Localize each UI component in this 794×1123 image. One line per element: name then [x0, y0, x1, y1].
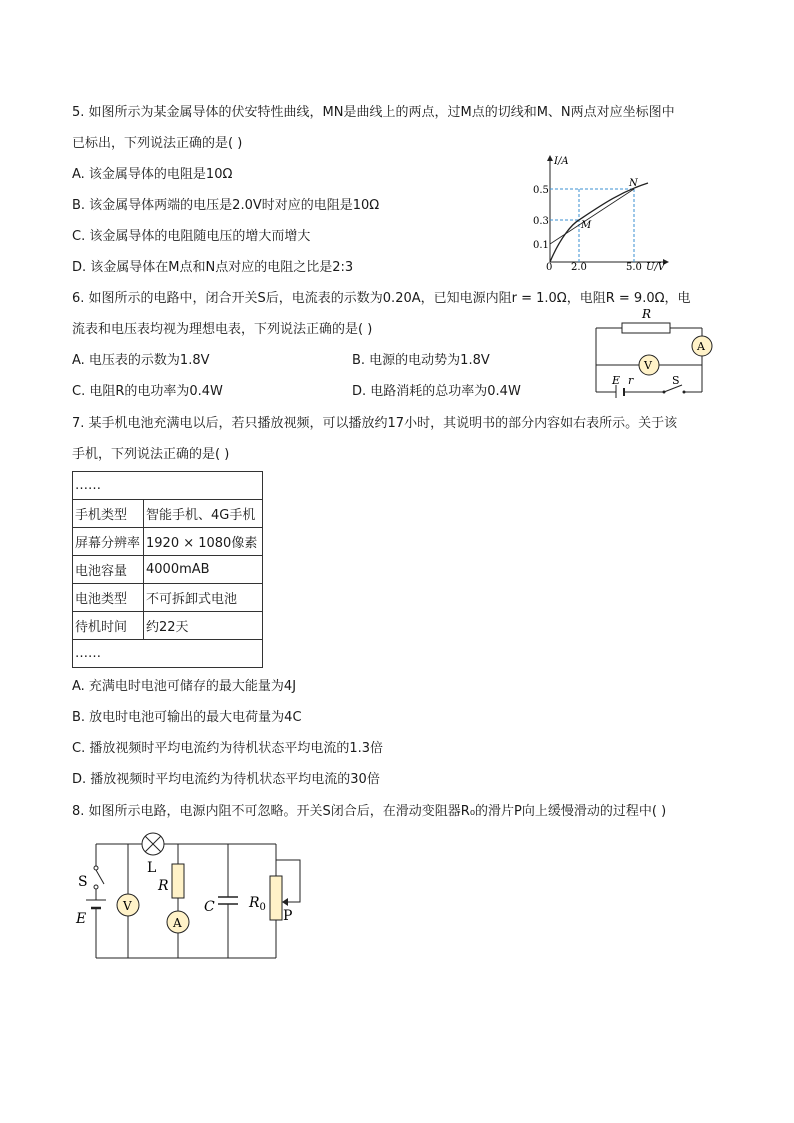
q5-option-d: D. 该金属导体在M点和N点对应的电阻之比是2:3 [72, 260, 354, 275]
ammeter-label: A [173, 916, 182, 930]
table-ellipsis-top: …… [73, 472, 263, 500]
spec-value: 4000mAB [144, 556, 263, 584]
spec-value: 智能手机、4G手机 [144, 500, 263, 528]
table-row [73, 556, 263, 584]
switch-icon [96, 870, 104, 884]
q7-option-a: A. 充满电时电池可储存的最大能量为4J [72, 679, 297, 694]
table-row [73, 584, 263, 612]
capacitor-label: C [204, 899, 215, 915]
q6-stem-line1: 6. 如图所示的电路中，闭合开关S后，电流表的示数为0.20A，已知电源内阻r = 1.0Ω，电阻R = 9.0Ω，电 [72, 291, 691, 306]
q5-option-a: A. 该金属导体的电阻是10Ω [72, 167, 233, 182]
spec-key: 屏幕分辨率 [73, 528, 144, 556]
q5-option-b: B. 该金属导体两端的电压是2.0V时对应的电阻是10Ω [72, 198, 380, 213]
q7-option-b: B. 放电时电池可输出的最大电荷量为4C [72, 710, 302, 725]
spec-key: 手机类型 [73, 500, 144, 528]
table-row [73, 472, 263, 500]
q6-option-c: C. 电阻R的电功率为0.4W [72, 384, 223, 399]
lamp-label: L [147, 860, 157, 876]
ammeter-label: A [697, 340, 705, 353]
origin-label: 0 [546, 262, 553, 273]
q5-stem-line2: 已标出，下列说法正确的是( ) [72, 136, 243, 151]
table-ellipsis-bottom: …… [73, 640, 263, 668]
internal-resistance-label: r [628, 374, 634, 387]
spec-key: 待机时间 [73, 612, 144, 640]
q6-stem-line2: 流表和电压表均视为理想电表，下列说法正确的是( ) [72, 322, 373, 337]
q7-option-c: C. 播放视频时平均电流约为待机状态平均电流的1.3倍 [72, 741, 384, 756]
q7-stem-line1: 7. 某手机电池充满电以后，若只播放视频，可以播放约17小时，其说明书的部分内容如右表所示。关于该 [72, 416, 678, 431]
q6-circuit-diagram [590, 306, 720, 398]
slider-arrow-icon [282, 898, 288, 906]
resistor-label: R [642, 307, 652, 321]
q6-option-d: D. 电路消耗的总功率为0.4W [352, 384, 521, 399]
voltmeter-label: V [123, 899, 132, 913]
spec-value: 不可拆卸式电池 [144, 584, 263, 612]
table-row [73, 500, 263, 528]
table-row [73, 640, 263, 668]
resistor [172, 864, 184, 898]
rheostat [270, 876, 282, 920]
voltmeter-label: V [644, 359, 652, 372]
table-row [73, 612, 263, 640]
spec-value: 1920 × 1080像素 [144, 528, 263, 556]
switch-label: S [78, 874, 88, 890]
rheostat-label: $R_0$ [249, 895, 266, 913]
table-row [73, 528, 263, 556]
emf-label: E [612, 374, 621, 387]
phone-spec-table [72, 471, 263, 668]
q7-stem-line2: 手机，下列说法正确的是( ) [72, 447, 230, 462]
spec-value: 约22天 [144, 612, 263, 640]
x-tick-50: 5.0 [626, 262, 642, 273]
slider-label: P [283, 908, 293, 924]
resistor-label: R [158, 878, 169, 894]
q7-option-d: D. 播放视频时平均电流约为待机状态平均电流的30倍 [72, 772, 380, 787]
q6-option-a: A. 电压表的示数为1.8V [72, 353, 210, 368]
y-axis-label: I/A [554, 156, 569, 167]
iu-curve [550, 183, 648, 262]
y-tick-05: 0.5 [533, 185, 549, 196]
switch-label: S [672, 374, 680, 387]
x-axis-label: U/V [646, 262, 666, 273]
resistor [622, 323, 670, 333]
emf-label: E [76, 911, 87, 927]
tangent-line-m [550, 189, 634, 244]
q8-circuit-diagram [72, 832, 312, 967]
point-m-label: M [581, 220, 592, 231]
y-tick-03: 0.3 [533, 216, 549, 227]
spec-key: 电池容量 [73, 556, 144, 584]
q6-option-b: B. 电源的电动势为1.8V [352, 353, 490, 368]
q5-stem-line1: 5. 如图所示为某金属导体的伏安特性曲线，MN是曲线上的两点，过M点的切线和M、N两点对应坐标图中 [72, 105, 675, 120]
point-n-label: N [629, 178, 638, 189]
spec-key: 电池类型 [73, 584, 144, 612]
q5-option-c: C. 该金属导体的电阻随电压的增大而增大 [72, 229, 311, 244]
q8-stem: 8. 如图所示电路，电源内阻不可忽略。开关S闭合后，在滑动变阻器R₀的滑片P向上缓慢滑动的过程中( ) [72, 804, 667, 819]
q5-iu-graph [520, 150, 680, 275]
y-tick-01: 0.1 [533, 240, 549, 251]
x-tick-20: 2.0 [571, 262, 587, 273]
